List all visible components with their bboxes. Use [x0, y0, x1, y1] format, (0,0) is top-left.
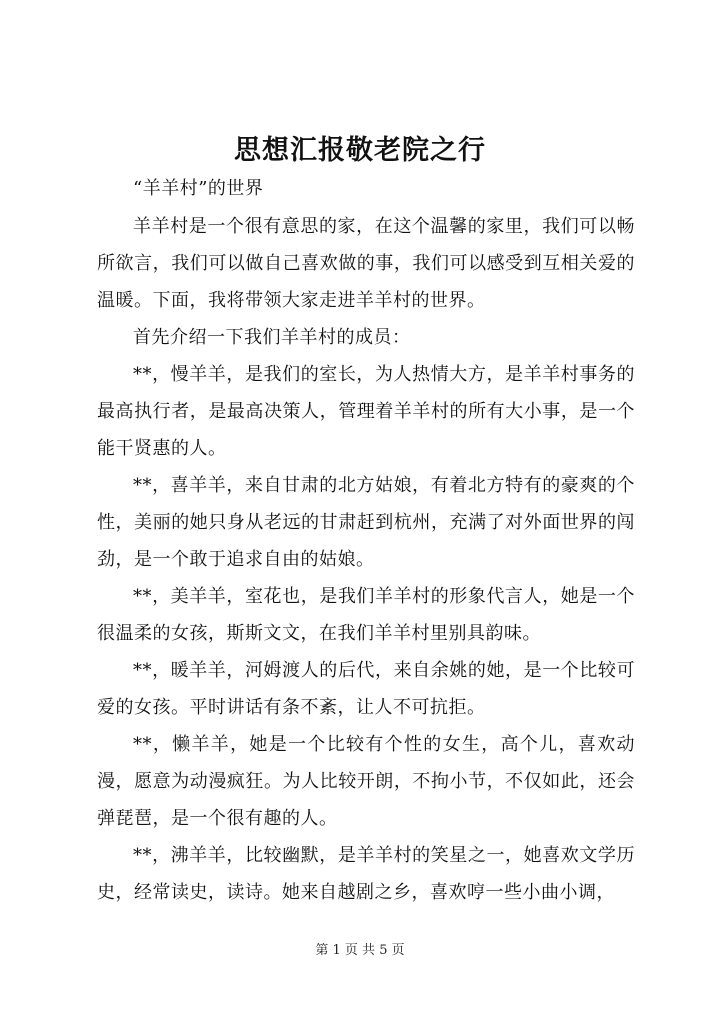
paragraph-member: **，美羊羊，室花也，是我们羊羊村的形象代言人，她是一个很温柔的女孩，斯斯文文，在我们羊羊村里别具韵味。 — [97, 586, 635, 644]
paragraph-heading: “羊羊村”的世界 — [133, 178, 264, 199]
paragraph-member: **，沸羊羊，比较幽默，是羊羊村的笑星之一，她喜欢文学历史，经常读史，读诗。她来自越剧之乡，喜欢哼一些小曲小调， — [97, 845, 635, 903]
paragraph-members-intro: 首先介绍一下我们羊羊村的成员： — [133, 327, 411, 348]
document-title: 思想汇报敬老院之行 — [234, 135, 486, 166]
paragraph-member: **，暖羊羊，河姆渡人的后代，来自余姚的她，是一个比较可爱的女孩。平时讲话有条不紊，让人不可抗拒。 — [97, 660, 635, 718]
paragraph-member: **，懒羊羊，她是一个比较有个性的女生，高个儿，喜欢动漫，愿意为动漫疯狂。为人比较开朗，不拘小节，不仅如此，还会弹琵琶，是一个很有趣的人。 — [97, 734, 635, 829]
document-body — [97, 170, 635, 911]
paragraph-intro: 羊羊村是一个很有意思的家，在这个温馨的家里，我们可以畅所欲言，我们可以做自己喜欢做的事，我们可以感受到互相关爱的温暖。下面，我将带领大家走进羊羊村的世界。 — [97, 216, 635, 311]
page-footer: 第 1 页 共 5 页 — [315, 943, 405, 958]
paragraph-member: **，慢羊羊，是我们的室长，为人热情大方，是羊羊村事务的最高执行者，是最高决策人，管理着羊羊村的所有大小事，是一个能干贤惠的人。 — [97, 364, 635, 459]
paragraph-member: **，喜羊羊，来自甘肃的北方姑娘，有着北方特有的豪爽的个性，美丽的她只身从老远的甘肃赶到杭州，充满了对外面世界的闯劲，是一个敢于追求自由的姑娘。 — [97, 475, 635, 570]
